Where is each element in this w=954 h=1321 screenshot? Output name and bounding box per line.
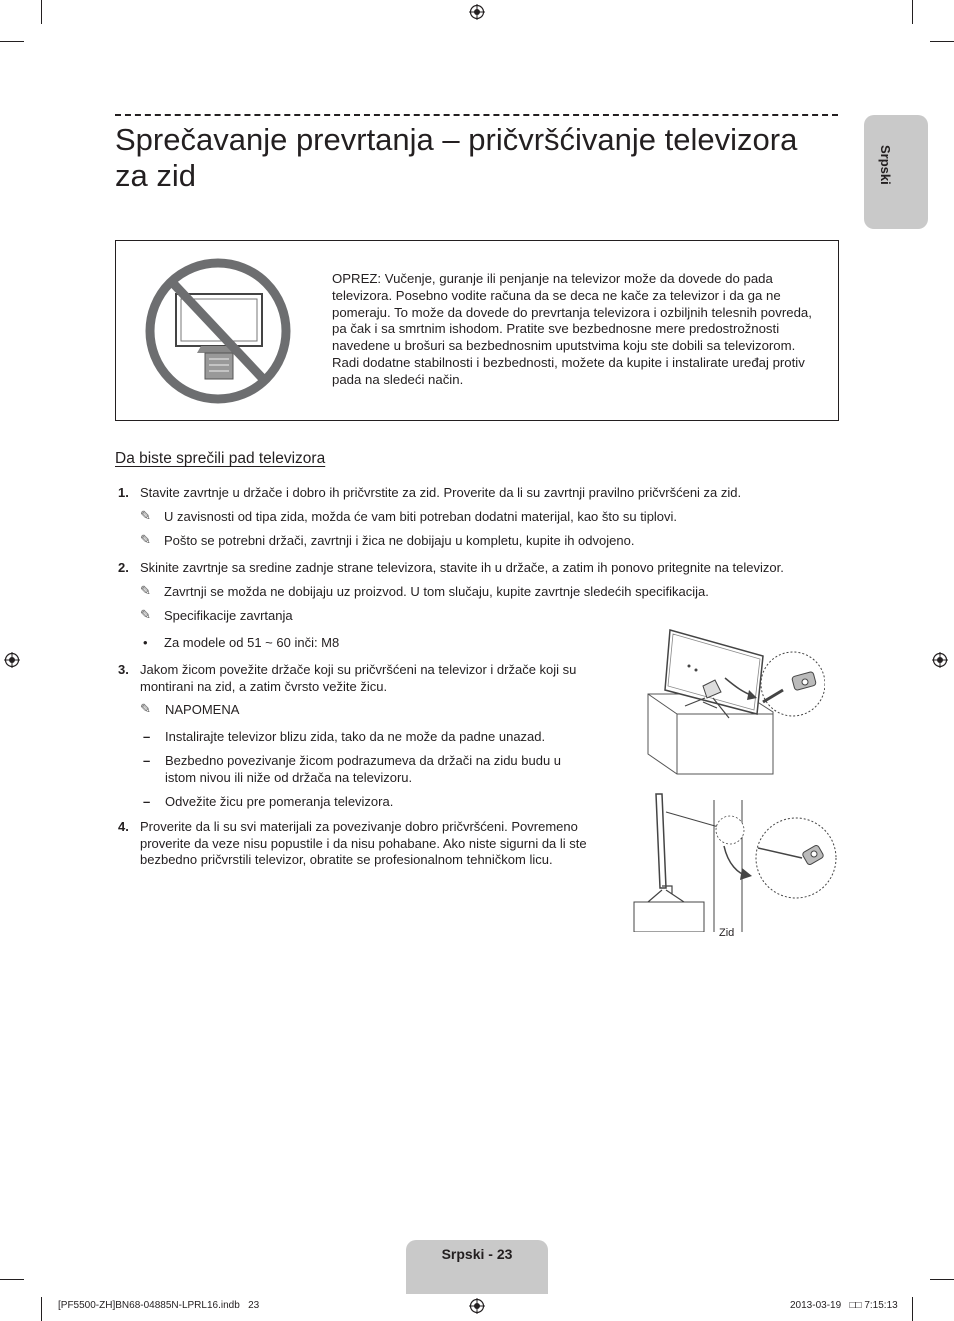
bullet-mark: • <box>143 635 148 650</box>
note-text: U zavisnosti od tipa zida, možda će vam biti potreban dodatni materijal, kao što su tiplovi. <box>164 509 678 524</box>
section-heading: Da biste sprečili pad televizora <box>115 450 326 467</box>
page-number: Srpski - 23 <box>441 1246 513 1262</box>
pencil-note-icon: ✎ <box>140 701 151 716</box>
tv-wall-side-illustration <box>632 790 842 932</box>
bullet-text: Za modele od 51 ~ 60 inči: M8 <box>164 635 340 650</box>
pencil-note-icon: ✎ <box>140 508 151 523</box>
footer-timestamp: 2013-03-19 □□ 7:15:13 <box>790 1300 898 1311</box>
step-number: 3. <box>118 662 129 677</box>
dash-mark: – <box>143 794 151 809</box>
footer-file-name: [PF5500-ZH]BN68-04885N-LPRL16.indb 23 <box>58 1300 260 1311</box>
dash-mark: – <box>143 729 151 744</box>
page-title: Sprečavanje prevrtanja – pričvršćivanje televizora za zid <box>115 122 798 193</box>
warning-text: OPREZ: Vučenje, guranje ili penjanje na televizor može da dovede do pada televizora. Posebno vodite računa da se deca ne kače za televizor i da ga ne pomeraju. To može da dovede do prevrtanja televizora i ozbiljnih telesnih povreda, pa čak i sa smrtnim ishodom. Pratite sve bezbednosne mere predostrožnosti navedene u brošuri sa bezbednosnim uputstvima koju ste dobili sa televizorom. Radi dodatne stabilnosti i bezbednosti, možete da kupite i instalirate uređaj protiv pada na sledeći način. <box>332 271 812 387</box>
wall-label: Zid <box>719 927 735 939</box>
pencil-note-icon: ✎ <box>140 532 151 547</box>
dash-text: Odvežite žicu pre pomeranja televizora. <box>165 794 394 809</box>
crop-mark <box>912 0 913 24</box>
registration-mark-icon <box>932 652 948 668</box>
registration-mark-icon <box>4 652 20 668</box>
step-number: 1. <box>118 485 129 500</box>
step-text: Jakom žicom povežite držače koji su pričvršćeni na televizor i držače koji su montirani na zid, a zatim čvrsto vežite žicu. <box>140 662 577 694</box>
step-text: Stavite zavrtnje u držače i dobro ih pričvrstite za zid. Proverite da li su zavrtnji pravilno pričvršćeni za zid. <box>140 485 742 500</box>
tv-stand-rear-illustration <box>645 626 825 776</box>
crop-mark <box>912 1297 913 1321</box>
dash-text: Bezbedno povezivanje žicom podrazumeva da držači na zidu budu u istom nivou ili niže od držača na televizoru. <box>165 753 562 785</box>
language-side-tab <box>864 115 928 229</box>
dash-text: Instalirajte televizor blizu zida, tako da ne može da padne unazad. <box>165 729 546 744</box>
registration-mark-icon <box>469 1298 485 1314</box>
crop-mark <box>41 1297 42 1321</box>
crop-mark <box>930 1279 954 1280</box>
note-text: Zavrtnji se možda ne dobijaju uz proizvod. U tom slučaju, kupite zavrtnje sledećih specifikacija. <box>164 584 709 599</box>
note-text: Specifikacije zavrtanja <box>164 608 293 623</box>
crop-mark <box>0 1279 24 1280</box>
title-dashed-rule <box>115 114 838 116</box>
side-tab-label: Srpski <box>878 145 893 185</box>
step-text: Skinite zavrtnje sa sredine zadnje strane televizora, stavite ih u držače, a zatim ih ponovo pritegnite na televizor. <box>140 560 784 575</box>
dash-mark: – <box>143 753 151 768</box>
step-number: 2. <box>118 560 129 575</box>
note-text: Pošto se potrebni držači, zavrtnji i žica ne dobijaju u kompletu, kupite ih odvojeno. <box>164 533 635 548</box>
note-label: NAPOMENA <box>165 702 240 717</box>
crop-mark <box>930 41 954 42</box>
crop-mark <box>0 41 24 42</box>
no-climbing-icon <box>143 256 293 406</box>
step-text: Proverite da li su svi materijali za povezivanje dobro pričvršćeni. Povremeno proverite da veze nisu popustile i da nisu pohabane. Ako niste sigurni da li ste bezbedno pričvrstili televizor, obratite se profesionalnom tehničkom licu. <box>140 819 587 867</box>
step-number: 4. <box>118 819 129 834</box>
pencil-note-icon: ✎ <box>140 607 151 622</box>
crop-mark <box>41 0 42 24</box>
registration-mark-icon <box>469 4 485 20</box>
pencil-note-icon: ✎ <box>140 583 151 598</box>
